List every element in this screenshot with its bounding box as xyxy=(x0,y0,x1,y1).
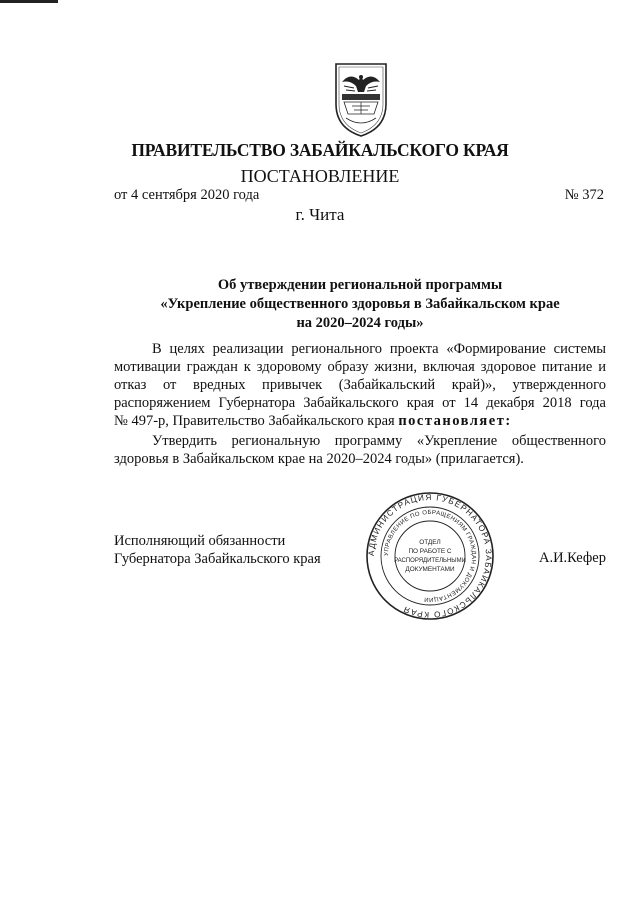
document-type: ПОСТАНОВЛЕНИЕ xyxy=(240,166,400,186)
text-line: распоряжением Губернатора Забайкальского края от 14 декабря 2018 года xyxy=(114,395,606,411)
svg-text:УПРАВЛЕНИЕ ПО ОБРАЩЕНИЯМ ГРАЖД xyxy=(384,510,476,602)
signer-name: А.И.Кефер xyxy=(538,550,606,566)
signer-position xyxy=(114,532,321,568)
text-line: здоровья в Забайкальском крае на 2020–2024 годы» (прилагается). xyxy=(114,451,524,467)
seal-center-line: ДОКУМЕНТАМИ xyxy=(405,566,455,573)
text-line xyxy=(114,412,606,430)
document-title xyxy=(114,276,606,333)
coat-of-arms-icon xyxy=(328,58,394,140)
title-line: Об утверждении региональной программы xyxy=(217,277,503,293)
decree-keyword: постановляет: xyxy=(398,413,512,429)
text-line: Утвердить региональную программу «Укрепление общественного xyxy=(152,433,606,449)
official-seal-icon xyxy=(364,490,496,622)
signer-position-line: Губернатора Забайкальского края xyxy=(114,551,321,567)
seal-center-line: ОТДЕЛ xyxy=(419,539,441,546)
text-line: отказ от вредных привычек (Забайкальский край)», утвержденного xyxy=(114,377,606,393)
document-number: № 372 xyxy=(564,187,604,203)
document-date: от 4 сентября 2020 года xyxy=(114,187,260,203)
seal-outer-text: АДМИНИСТРАЦИЯ ГУБЕРНАТОРА ЗАБАЙКАЛЬСКОГО КРАЯ xyxy=(366,492,494,620)
text-line: мотивации граждан к здоровому образу жизни, включая здоровое питание и xyxy=(114,359,606,375)
paragraph-resolution xyxy=(114,432,606,468)
title-line: на 2020–2024 годы» xyxy=(296,315,424,331)
seal-center-line: ПО РАБОТЕ С xyxy=(408,548,452,555)
text-line: В целях реализации регионального проекта «Формирование системы xyxy=(152,341,606,357)
government-name: ПРАВИТЕЛЬСТВО ЗАБАЙКАЛЬСКОГО КРАЯ xyxy=(131,140,509,160)
text-segment: № 497-р, Правительство Забайкальского края xyxy=(114,413,395,429)
document-city: г. Чита xyxy=(295,205,345,224)
paragraph-preamble xyxy=(114,340,606,430)
signer-position-line: Исполняющий обязанности xyxy=(114,533,286,549)
title-line: «Укрепление общественного здоровья в Забайкальском крае xyxy=(160,296,560,312)
scan-edge-mark xyxy=(0,0,58,3)
seal-center-line: РАСПОРЯДИТЕЛЬНЫМИ xyxy=(394,558,466,564)
seal-inner-text: УПРАВЛЕНИЕ ПО ОБРАЩЕНИЯМ ГРАЖДАН И ДОКУМЕНТАЦИИ xyxy=(383,509,477,603)
